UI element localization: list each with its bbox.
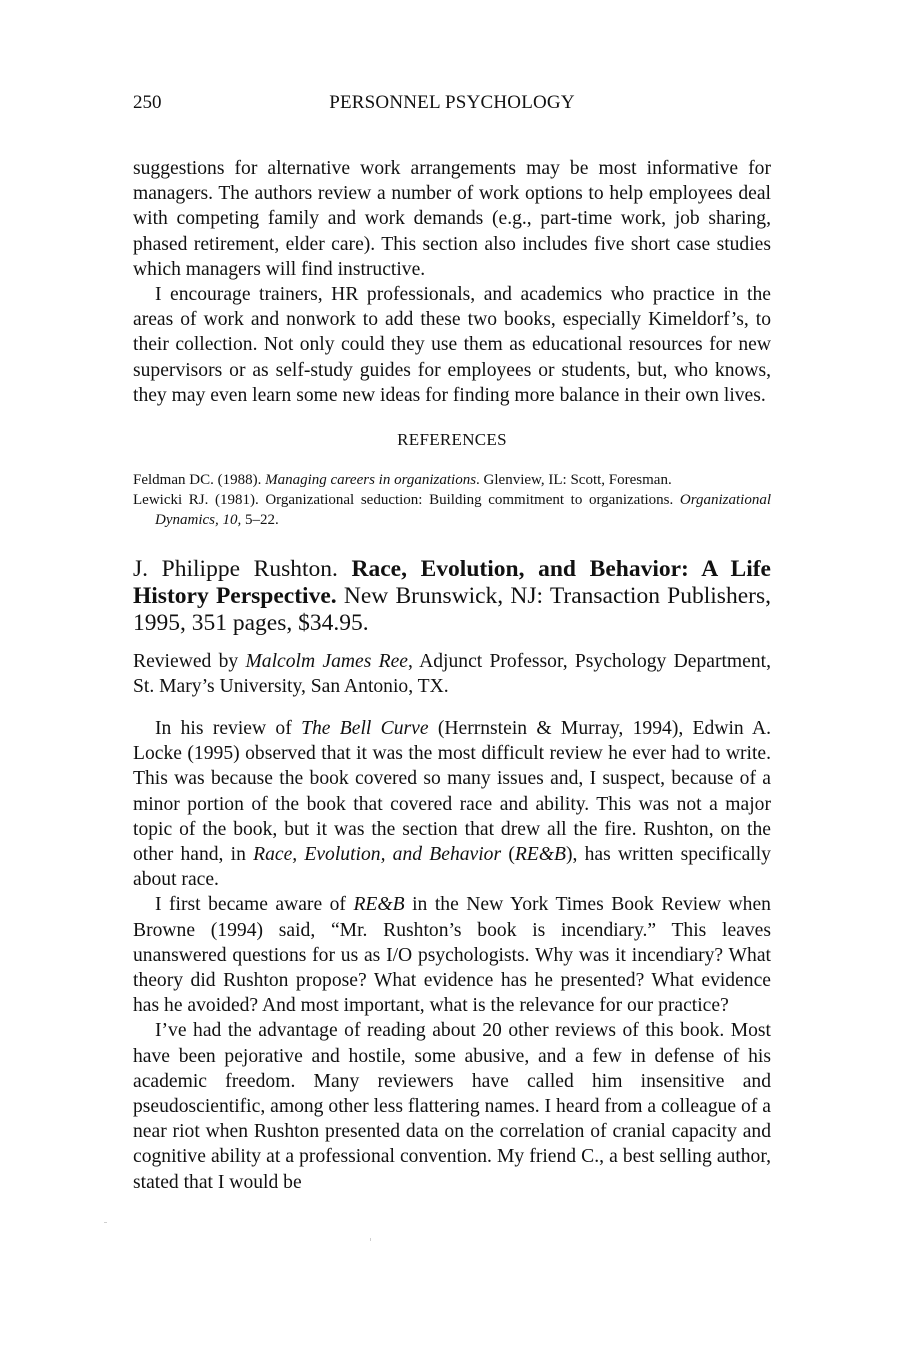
text-run: In his review of [155, 718, 302, 740]
italic-abbrev: RE&B [353, 894, 405, 916]
reviewer-line [133, 649, 771, 699]
reference-title: Organizational Dynamics, 10, [155, 492, 771, 529]
book-publication: New Brunswick, NJ: Transaction Publishers, 1995, 351 pages, $34.95. [133, 583, 771, 637]
reviewed-by-prefix: Reviewed by [133, 651, 246, 673]
running-head: PERSONNEL PSYCHOLOGY [329, 92, 575, 113]
text-run: ( [501, 844, 515, 866]
text-run: I first became aware of [155, 894, 354, 916]
review-paragraph-2 [133, 892, 771, 1018]
italic-abbrev: RE&B [514, 844, 566, 866]
review-paragraph-1 [133, 716, 771, 892]
reference-author: Feldman DC. (1988). [133, 472, 266, 489]
book-citation [133, 556, 771, 637]
text-run: (Herrnstein & Murray, 1994), Edwin A. Locke (1995) observed that it was the most difficult review he ever had to write. This was because the book covered so many issues and, I suspect, because of a minor portion of the book that covered race and ability. This was not a major topic of the book, but it was the section that drew all the fire. Rushton, on the other hand, in [133, 718, 771, 866]
page-header [133, 92, 771, 122]
reviewer-affiliation: , Adjunct Professor, Psychology Department, St. Mary’s University, San Antonio, TX. [133, 651, 771, 698]
journal-page [133, 92, 771, 1195]
reference-title: Managing careers in organizations [265, 472, 477, 489]
italic-title: The Bell Curve [301, 718, 429, 740]
reference-item [133, 490, 771, 530]
review-paragraph-3: I’ve had the advantage of reading about 20 other reviews of this book. Most have been pejorative and hostile, some abusive, and a few in defense of his academic freedom. Many reviewers have called him insensitive and pseudoscientific, among other less flattering names. I heard from a colleague of a near riot when Rushton presented data on the correlation of cranial capacity and cognitive ability at a professional convention. My friend C., a best selling author, stated that I would be [133, 1020, 771, 1193]
text-run: ), has written specifically about race. [133, 844, 771, 891]
reference-item [133, 470, 771, 490]
text-run: in the New York Times Book Review when Browne (1994) said, “Mr. Rushton’s book is incendiary.” This leaves unanswered questions for us as I/O psychologists. Why was it incendiary? What theory did Rushton propose? What evidence has he presented? What evidence has he avoided? And most important, what is the relevance for our practice? [133, 894, 771, 1017]
page-number: 250 [133, 92, 162, 113]
continued-paragraph-1: suggestions for alternative work arrangements may be most informative for managers. The authors review a number of work options to help employees deal with competing family and work demands (e.g., part-time work, job sharing, phased retirement, elder care). This section also includes five short case studies which managers will find instructive. [133, 158, 771, 280]
continued-paragraph-2: I encourage trainers, HR professionals, and academics who practice in the areas of work and nonwork to add these two books, especially Kimeldorf’s, to their collection. Not only could they use them as educational resources for new supervisors or as self-study guides for employees or students, but, who knows, they may even learn some new ideas for finding more balance in their own lives. [133, 284, 771, 406]
book-author: J. Philippe Rushton. [133, 556, 352, 583]
reference-author: Lewicki RJ. (1981). Organizational seduction: Building commitment to organizations. [133, 492, 680, 509]
references-heading: REFERENCES [397, 430, 507, 450]
scan-speck [104, 1222, 107, 1223]
reference-rest: 5–22. [241, 512, 279, 529]
reference-rest: . Glenview, IL: Scott, Foresman. [476, 472, 672, 489]
review-body [133, 716, 771, 1195]
reviewer-name: Malcolm James Ree [245, 651, 409, 673]
book-title: Race, Evolution, and Behavior: A Life History Perspective. [133, 556, 771, 610]
references-list [133, 470, 771, 530]
scan-speck [370, 1238, 371, 1241]
italic-title: Race, Evolution, and Behavior [253, 844, 502, 866]
